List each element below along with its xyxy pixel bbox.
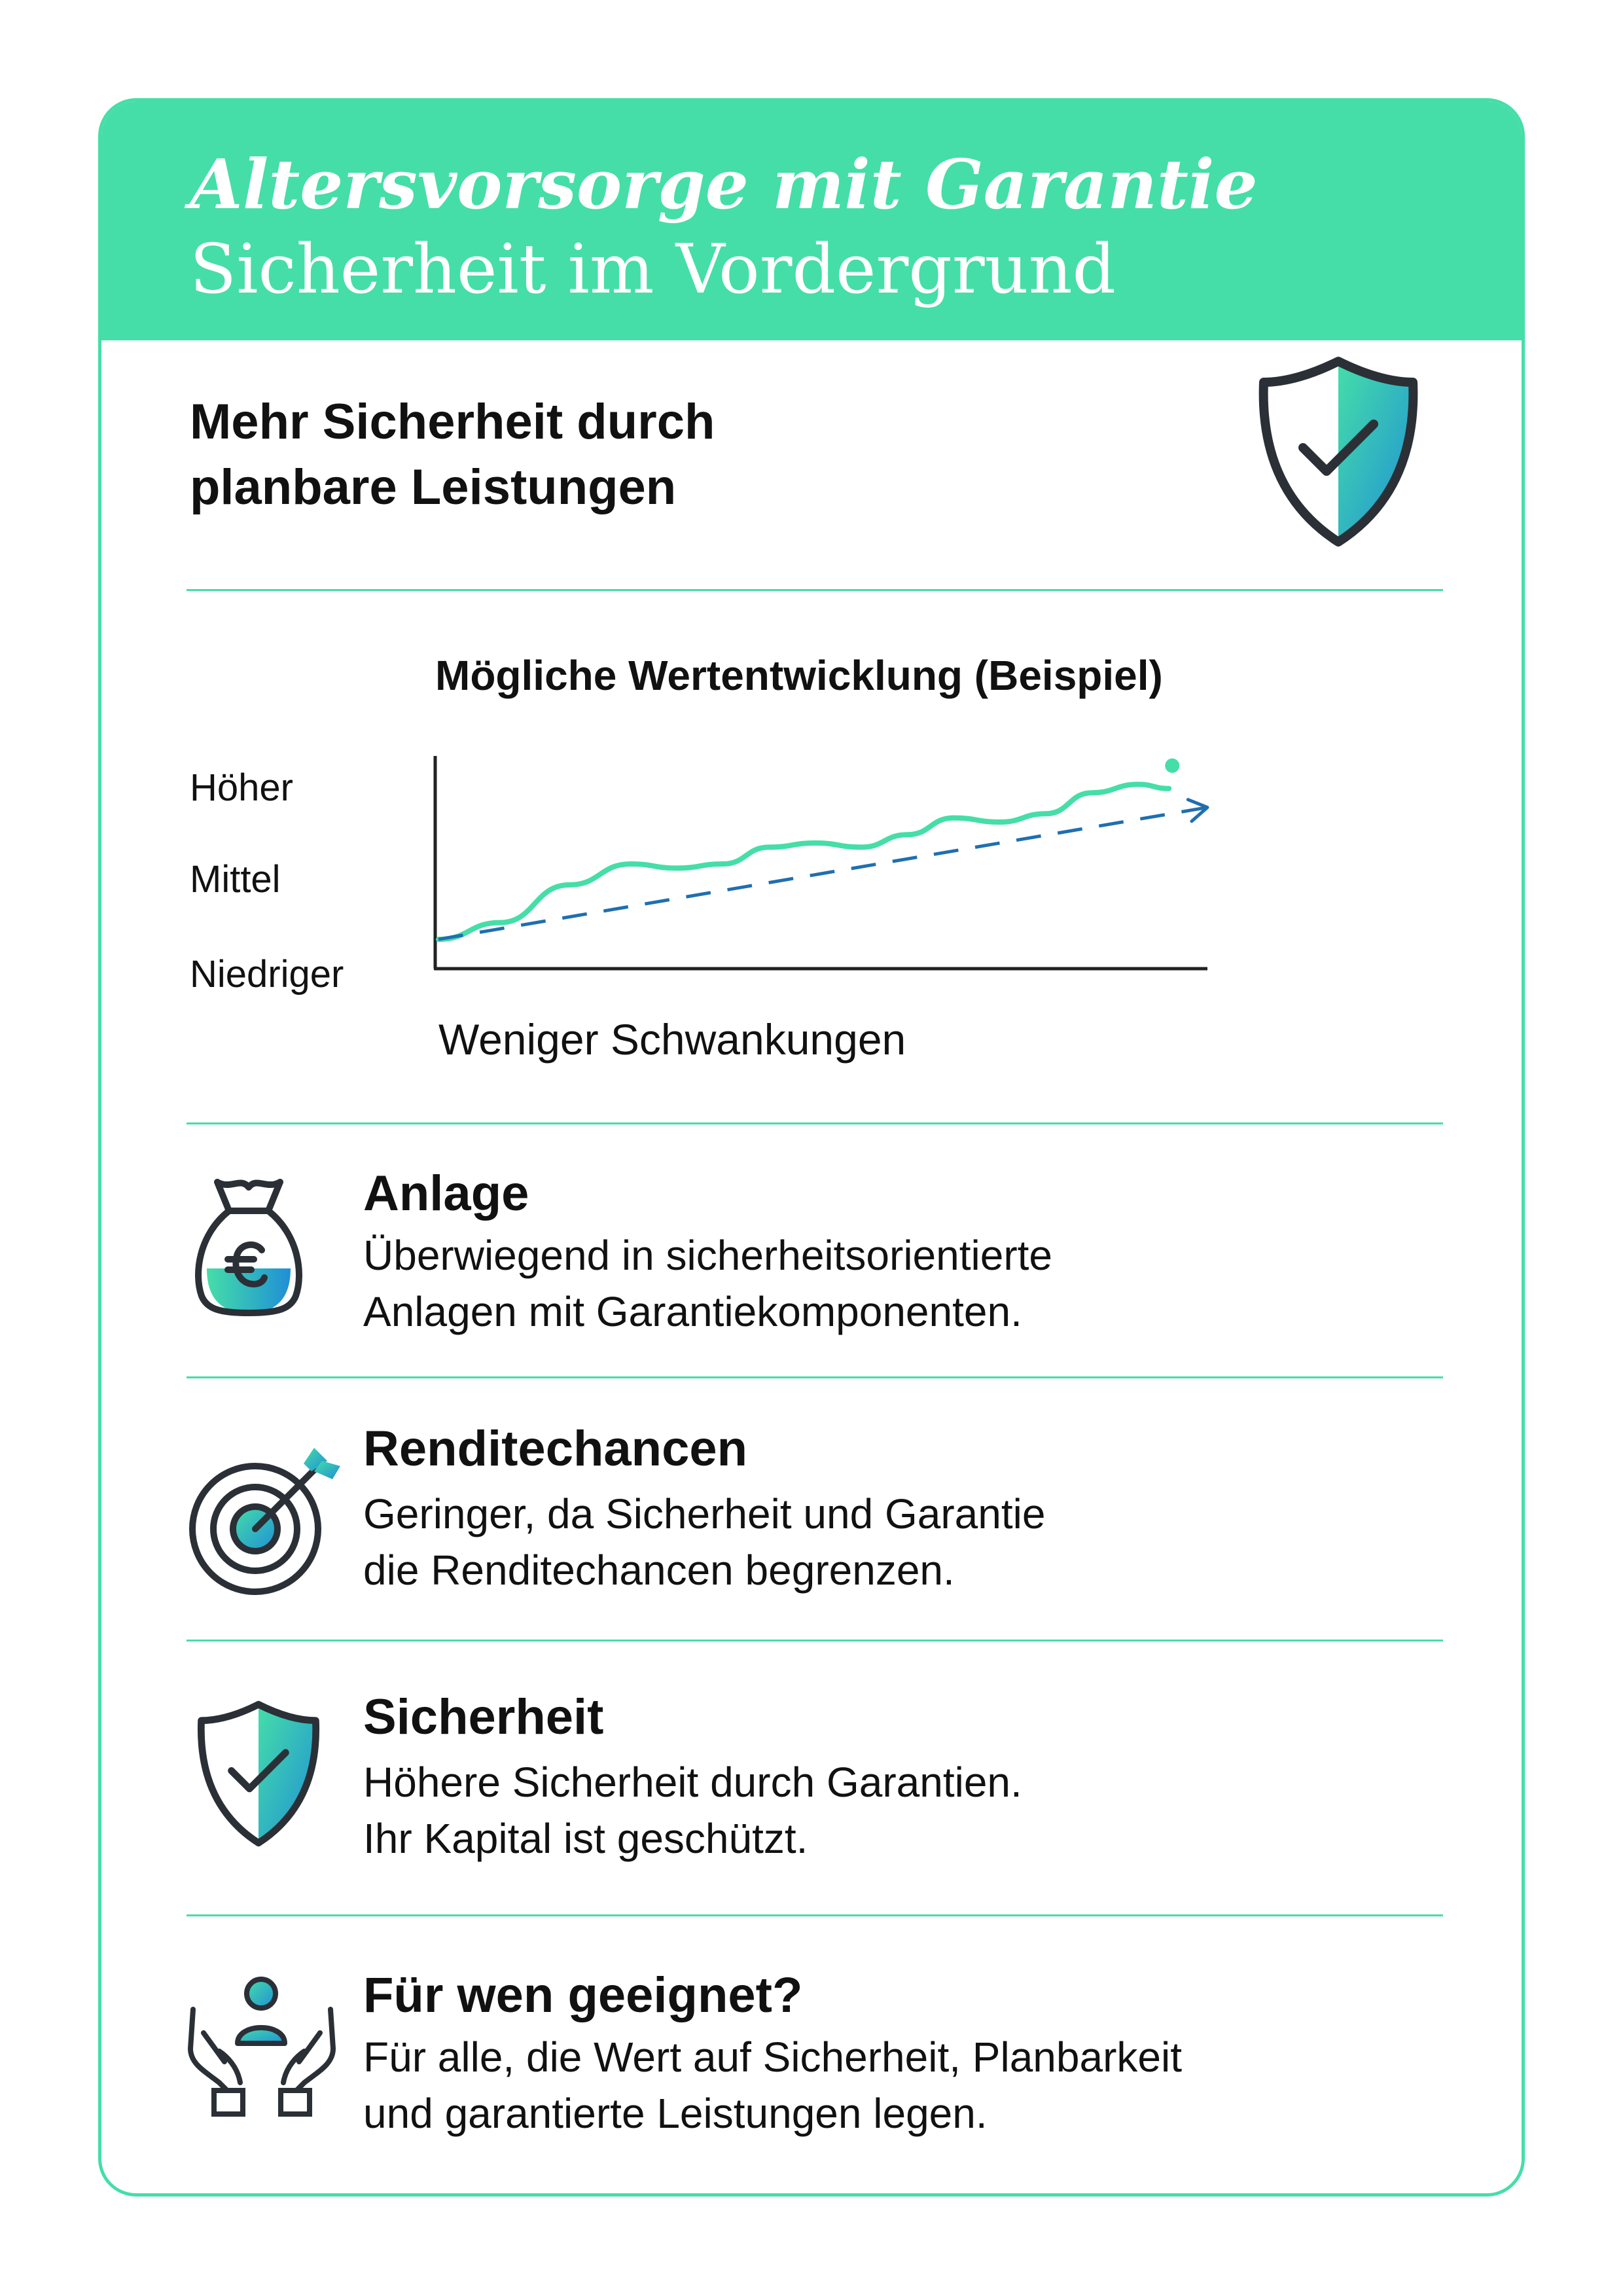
target-arrow-icon — [183, 1440, 347, 1604]
series-line-wavy — [438, 784, 1169, 939]
chart-plot — [101, 101, 1525, 1149]
person-hands-icon — [180, 1970, 344, 2121]
section-heading-sicherheit: Sicherheit — [363, 1689, 604, 1745]
section-heading-fuer-wen: Für wen geeignet? — [363, 1967, 803, 2023]
section-text-sicherheit — [363, 1754, 1436, 1867]
section-text-fuer-wen — [363, 2029, 1436, 2142]
y-tick-label: Höher — [190, 766, 293, 809]
x-axis-label: Weniger Schwankungen — [438, 1015, 906, 1064]
section-text-line: Ihr Kapital ist geschützt. — [363, 1815, 808, 1862]
section-text-renditechancen — [363, 1486, 1436, 1598]
divider — [187, 1914, 1443, 1916]
y-tick-label: Niedriger — [190, 953, 344, 996]
section-text-line: Für alle, die Wert auf Sicherheit, Planbarkeit — [363, 2034, 1182, 2081]
page-subtitle: Sicherheit im Vordergrund — [190, 229, 1116, 309]
section-text-line: Geringer, da Sicherheit und Garantie — [363, 1490, 1046, 1537]
section-text-line: die Renditechancen begrenzen. — [363, 1547, 955, 1594]
section-heading-renditechancen: Renditechancen — [363, 1421, 748, 1477]
y-tick-label: Mittel — [190, 858, 281, 901]
page-title: Altersvorsorge mit Garantie — [190, 144, 1258, 224]
divider — [187, 1376, 1443, 1378]
section-text-line: Überwiegend in sicherheitsorientierte — [363, 1232, 1052, 1279]
chart-title: Mögliche Wertentwicklung (Beispiel) — [435, 652, 1163, 699]
divider — [187, 1122, 1443, 1124]
shield-check-icon — [193, 1698, 324, 1849]
intro-heading-line: planbare Leistungen — [190, 459, 677, 515]
intro-heading-line: Mehr Sicherheit durch — [190, 394, 715, 450]
section-text-anlage — [363, 1227, 1436, 1340]
trend-line-dashed — [438, 808, 1207, 940]
money-bag-euro-icon — [183, 1172, 314, 1322]
section-text-line: Höhere Sicherheit durch Garantien. — [363, 1759, 1022, 1806]
section-heading-anlage: Anlage — [363, 1166, 529, 1221]
series-end-point — [1165, 759, 1179, 773]
section-text-line: Anlagen mit Garantiekomponenten. — [363, 1288, 1022, 1335]
info-card — [98, 98, 1525, 2197]
section-text-line: und garantierte Leistungen legen. — [363, 2090, 988, 2137]
divider — [187, 1640, 1443, 1641]
